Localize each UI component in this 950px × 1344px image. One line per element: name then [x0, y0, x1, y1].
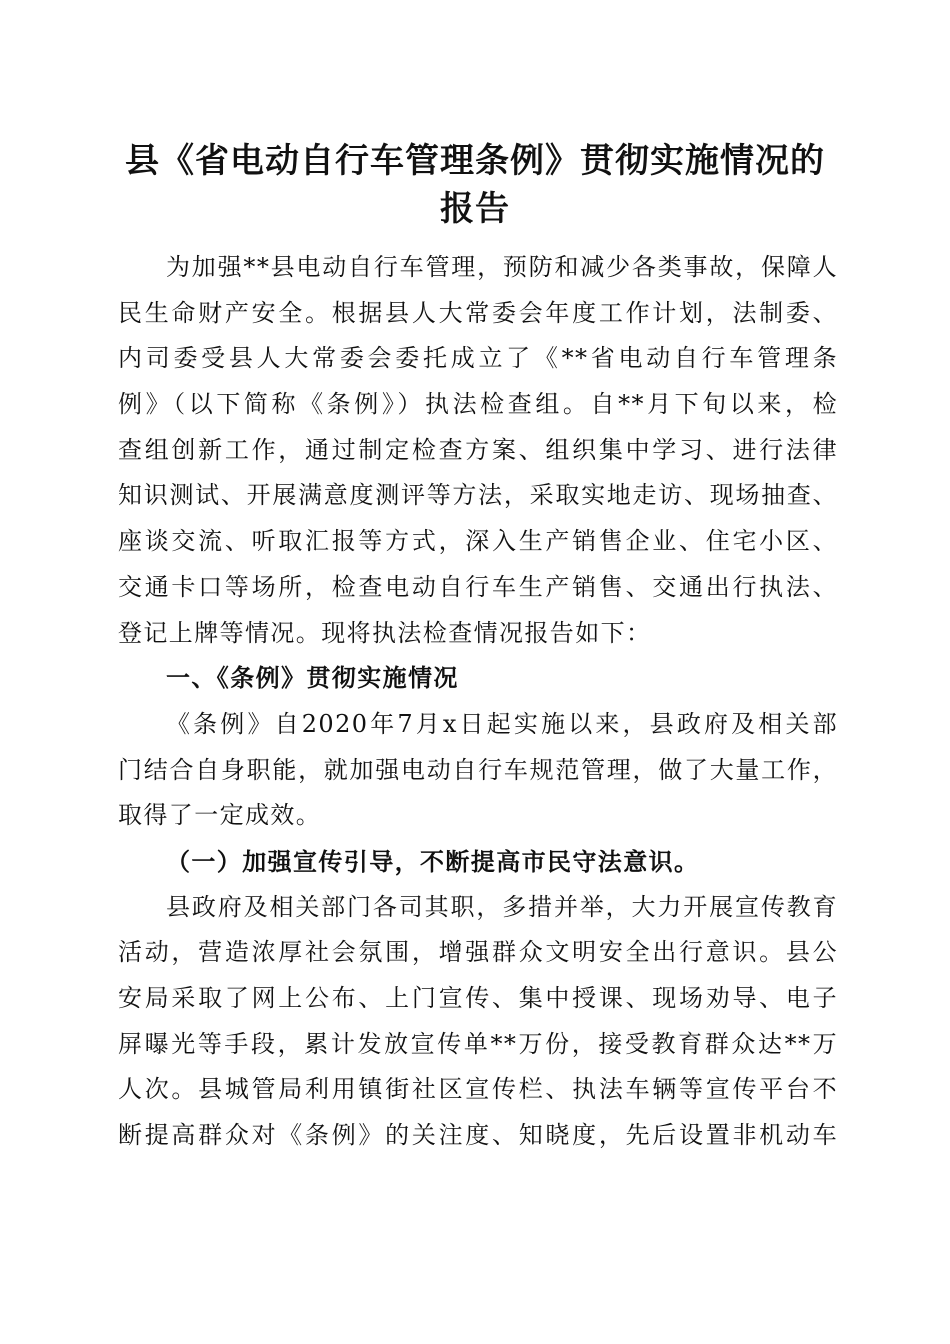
intro-line: 民生命财产安全。根据县人大常委会年度工作计划，法制委、 [118, 298, 838, 327]
subsection-line: 人次。县城管局利用镇街社区宣传栏、执法车辆等宣传平台不 [118, 1075, 838, 1104]
subsection-heading: （一）加强宣传引导，不断提高市民守法意识。 [166, 846, 700, 876]
section-line: 门结合自身职能，就加强电动自行车规范管理，做了大量工作， [118, 755, 838, 784]
subsection-line: 活动，营造浓厚社会氛围，增强群众文明安全出行意识。县公 [118, 938, 838, 967]
section-heading: 一、《条例》贯彻实施情况 [166, 664, 459, 693]
subsection-line: 断提高群众对《条例》的关注度、知晓度，先后设置非机动车 [118, 1121, 838, 1150]
subsection-line: 县政府及相关部门各司其职，多措并举，大力开展宣传教育 [166, 892, 838, 921]
subsection-line: 安局采取了网上公布、上门宣传、集中授课、现场劝导、电子 [118, 984, 838, 1012]
intro-line: 查组创新工作，通过制定检查方案、组织集中学习、进行法律 [118, 435, 838, 464]
intro-line: 内司委受县人大常委会委托成立了《**省电动自行车管理条 [118, 344, 838, 373]
intro-line: 知识测试、开展满意度测评等方法，采取实地走访、现场抽查、 [118, 481, 838, 510]
intro-line: 座谈交流、听取汇报等方式，深入生产销售企业、住宅小区、 [118, 527, 838, 556]
intro-line: 为加强**县电动自行车管理，预防和减少各类事故，保障人 [166, 253, 838, 281]
section-line: 《条例》自2020年7月x日起实施以来，县政府及相关部 [166, 709, 838, 738]
intro-line: 交通卡口等场所，检查电动自行车生产销售、交通出行执法、 [118, 572, 838, 601]
document-title-line-2: 报告 [440, 189, 510, 229]
document-body [118, 245, 838, 1159]
subsection-line: 屏曝光等手段，累计发放宣传单**万份，接受教育群众达**万 [118, 1029, 838, 1058]
section-line: 取得了一定成效。 [118, 801, 322, 830]
intro-line: 例》（以下简称《条例》）执法检查组。自**月下旬以来，检 [118, 390, 838, 419]
intro-line: 登记上牌等情况。现将执法检查情况报告如下： [118, 618, 652, 647]
document-title-line-1: 县《省电动自行车管理条例》贯彻实施情况的 [125, 141, 825, 181]
